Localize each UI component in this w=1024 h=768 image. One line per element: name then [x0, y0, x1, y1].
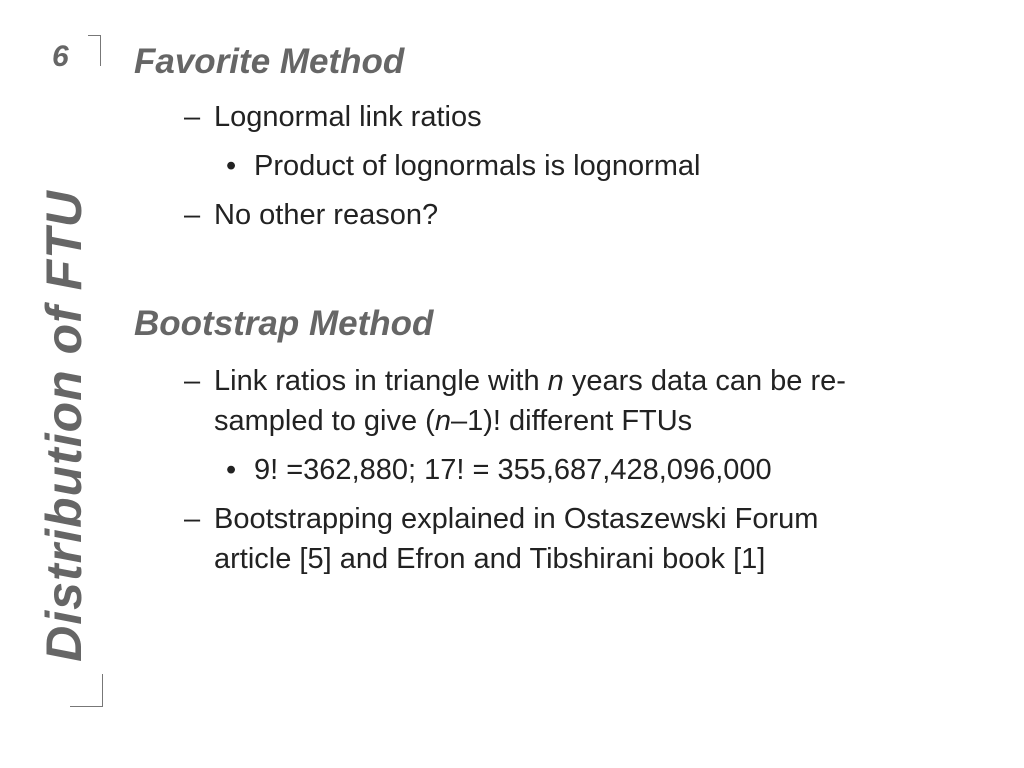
bullet-text: Product of lognormals is lognormal — [254, 150, 701, 182]
bullet-text: 9! =362,880; 17! = 355,687,428,096,000 — [254, 454, 772, 486]
bullet-text: No other reason? — [214, 199, 439, 231]
bullet-text-line-2: sampled to give (n–1)! different FTUs — [214, 405, 693, 437]
bullet-no-other-reason — [184, 195, 974, 235]
bullet-text-line-2: article [5] and Efron and Tibshirani book [1] — [214, 543, 766, 575]
italic-n: n — [434, 405, 451, 437]
sub-bullet-factorials — [226, 450, 954, 490]
dash-marker: – — [184, 365, 201, 397]
bullet-bootstrapping-explained — [184, 499, 974, 579]
section-heading-bootstrap-method: Bootstrap Method — [134, 304, 434, 343]
dot-marker: • — [226, 150, 237, 182]
italic-n: n — [547, 365, 564, 397]
dot-marker: • — [226, 454, 237, 486]
dash-marker: – — [184, 503, 201, 535]
dash-marker: – — [184, 199, 201, 231]
sub-bullet-product-of-lognormals — [226, 146, 954, 186]
bullet-text-line-1: Link ratios in triangle with n years data can be re- — [214, 365, 846, 397]
bullet-text: Lognormal link ratios — [214, 101, 482, 133]
slide-number: 6 — [52, 40, 69, 73]
bullet-text-line-1: Bootstrapping explained in Ostaszewski Forum — [214, 503, 819, 535]
section-heading-favorite-method: Favorite Method — [134, 42, 405, 81]
dash-marker: – — [184, 101, 201, 133]
bullet-lognormal-link-ratios — [184, 97, 974, 137]
bullet-link-ratios-resampled — [184, 361, 974, 441]
vertical-slide-title: Distribution of FTU — [36, 190, 92, 662]
